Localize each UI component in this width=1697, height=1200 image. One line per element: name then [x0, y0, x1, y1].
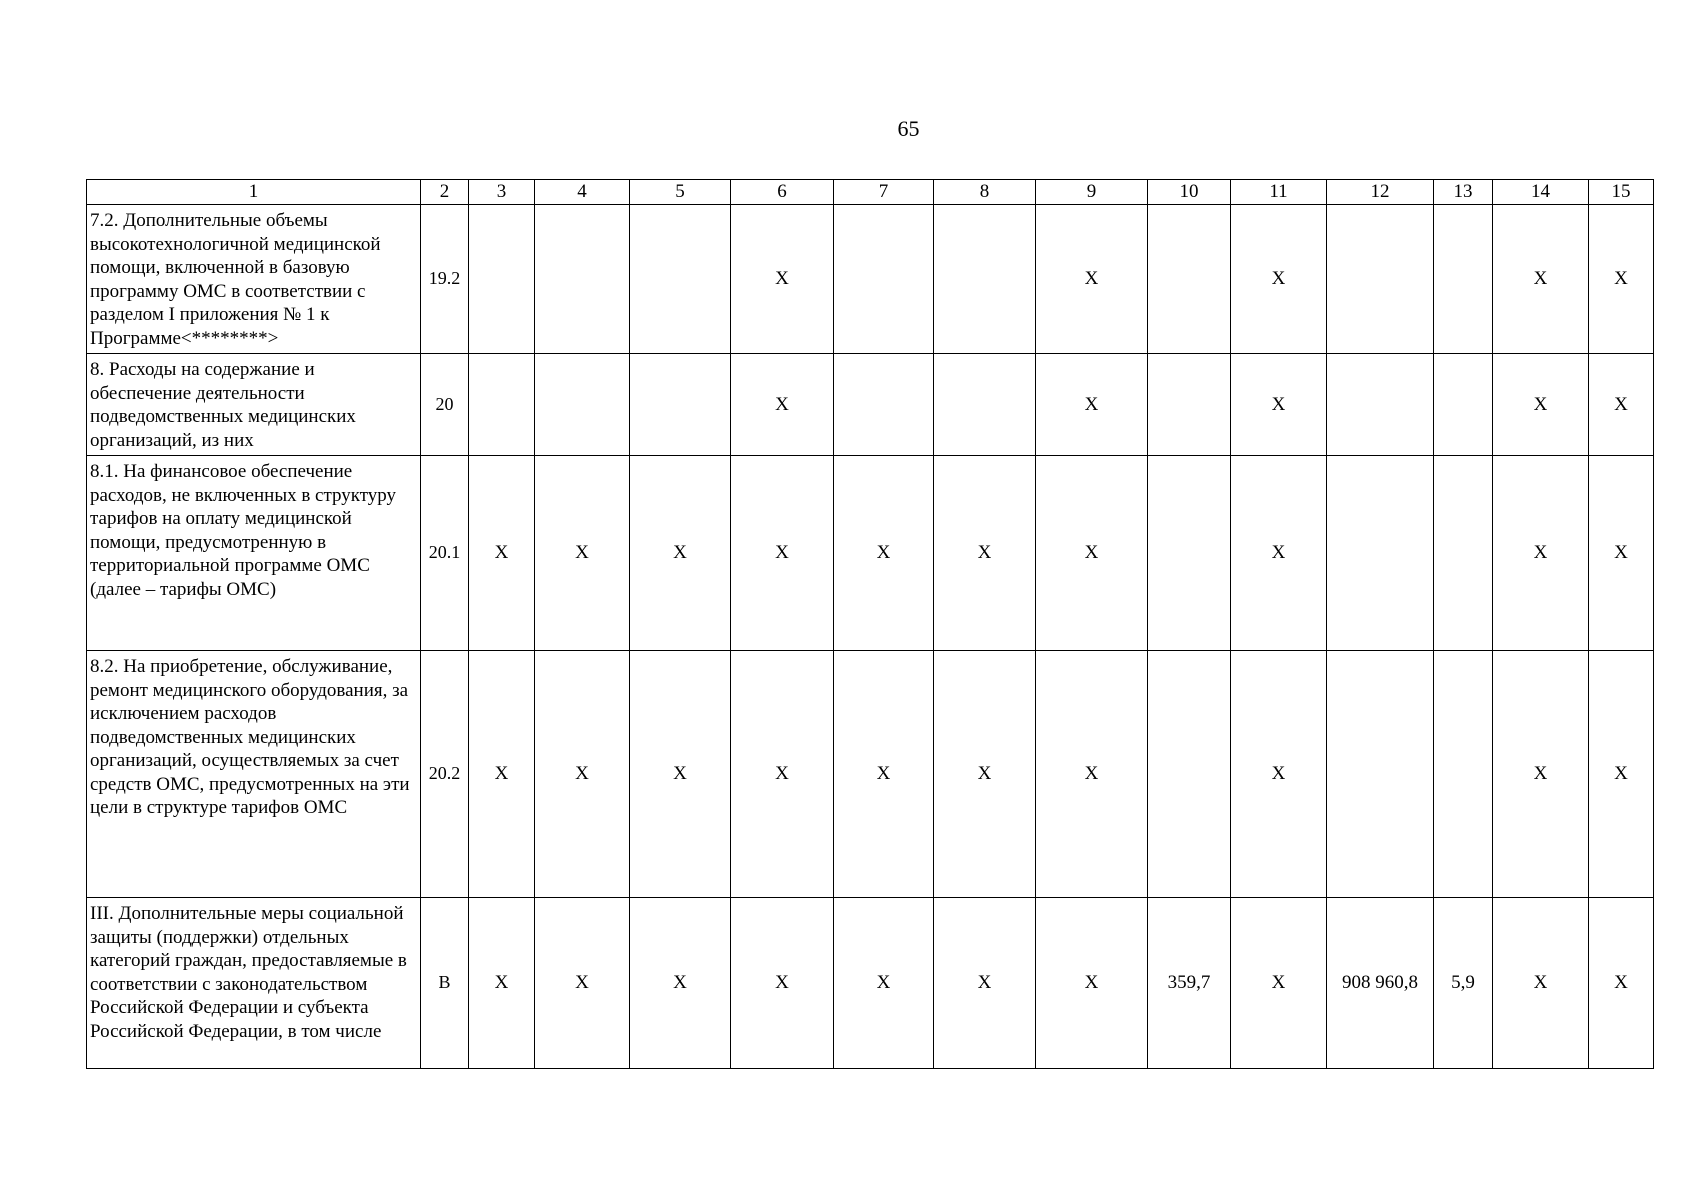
table-cell: 908 960,8 [1327, 898, 1434, 1069]
table-cell: X [469, 898, 535, 1069]
header-cell: 14 [1493, 180, 1589, 205]
table-cell: X [1589, 205, 1654, 354]
table-cell [1434, 456, 1493, 651]
row-code: 20 [421, 354, 469, 456]
table-row [87, 205, 1654, 354]
header-cell: 8 [934, 180, 1036, 205]
table-cell: 359,7 [1148, 898, 1231, 1069]
table-cell: X [934, 898, 1036, 1069]
table-cell: X [1589, 898, 1654, 1069]
table-cell [1327, 354, 1434, 456]
row-code: 20.2 [421, 651, 469, 898]
header-cell: 13 [1434, 180, 1493, 205]
table-cell [834, 205, 934, 354]
table-cell: X [1589, 354, 1654, 456]
table-cell [535, 354, 630, 456]
table-cell [469, 354, 535, 456]
header-cell: 5 [630, 180, 731, 205]
header-cell: 6 [731, 180, 834, 205]
table-cell: X [630, 898, 731, 1069]
table-cell [934, 205, 1036, 354]
row-code: 19.2 [421, 205, 469, 354]
table-row [87, 456, 1654, 651]
table-cell: X [834, 898, 934, 1069]
header-cell: 12 [1327, 180, 1434, 205]
row-code: 20.1 [421, 456, 469, 651]
header-cell: 4 [535, 180, 630, 205]
table-cell [1148, 354, 1231, 456]
table-cell: X [535, 898, 630, 1069]
table-cell: X [1493, 898, 1589, 1069]
table-cell: X [630, 651, 731, 898]
table-row [87, 651, 1654, 898]
header-cell: 10 [1148, 180, 1231, 205]
table-row [87, 898, 1654, 1069]
row-code: В [421, 898, 469, 1069]
table-cell: X [1231, 898, 1327, 1069]
table-cell: X [630, 456, 731, 651]
table-cell: X [731, 205, 834, 354]
table-cell: X [834, 651, 934, 898]
header-cell: 7 [834, 180, 934, 205]
table-cell: X [731, 354, 834, 456]
table-cell [1148, 651, 1231, 898]
table-cell: X [731, 898, 834, 1069]
table-cell: X [731, 651, 834, 898]
header-cell: 1 [87, 180, 421, 205]
table-cell: 5,9 [1434, 898, 1493, 1069]
table-cell: X [1036, 456, 1148, 651]
table-cell: X [469, 456, 535, 651]
table-cell: X [934, 651, 1036, 898]
table-cell [1148, 456, 1231, 651]
header-cell: 15 [1589, 180, 1654, 205]
row-description: 8.1. На финансовое обеспечение расходов, не включенных в структуру тарифов на оплату медицинской помощи, предусмотренную в территориальной программе ОМС (далее – тарифы ОМС) [87, 456, 421, 651]
data-table [86, 179, 1654, 1069]
row-description: III. Дополнительные меры социальной защиты (поддержки) отдельных категорий граждан, предоставляемые в соответствии с законодательством Российской Федерации и субъекта Российской Федерации, в том числе [87, 898, 421, 1069]
header-cell: 2 [421, 180, 469, 205]
table-cell: X [1493, 205, 1589, 354]
table-row [87, 354, 1654, 456]
page-number: 65 [897, 116, 920, 141]
table-cell [1148, 205, 1231, 354]
table-cell [469, 205, 535, 354]
table-cell: X [1231, 205, 1327, 354]
row-description: 7.2. Дополнительные объемы высокотехнологичной медицинской помощи, включенной в базовую программу ОМС в соответствии с разделом I приложения № 1 к Программе<********> [87, 205, 421, 354]
table-cell [1434, 205, 1493, 354]
table-cell [1327, 651, 1434, 898]
table-cell [1434, 354, 1493, 456]
table-cell: X [934, 456, 1036, 651]
table-cell [1327, 205, 1434, 354]
header-cell: 3 [469, 180, 535, 205]
row-description: 8. Расходы на содержание и обеспечение деятельности подведомственных медицинских организаций, из них [87, 354, 421, 456]
table-cell: X [1231, 456, 1327, 651]
table-cell: X [1493, 651, 1589, 898]
table-cell [934, 354, 1036, 456]
table-cell: X [535, 651, 630, 898]
table-cell: X [1589, 651, 1654, 898]
header-row [87, 180, 1654, 205]
table-cell: X [1493, 354, 1589, 456]
table-cell: X [731, 456, 834, 651]
table-cell [535, 205, 630, 354]
table-cell: X [834, 456, 934, 651]
table-cell: X [1036, 205, 1148, 354]
table-cell: X [1036, 354, 1148, 456]
table-cell [1327, 456, 1434, 651]
table-cell: X [1036, 898, 1148, 1069]
table-cell [1434, 651, 1493, 898]
table-cell [834, 354, 934, 456]
table-cell: X [469, 651, 535, 898]
row-description: 8.2. На приобретение, обслуживание, ремонт медицинского оборудования, за исключением расходов подведомственных медицинских организаций, осуществляемых за счет средств ОМС, предусмотренных на эти цели в структуре тарифов ОМС [87, 651, 421, 898]
header-cell: 9 [1036, 180, 1148, 205]
header-cell: 11 [1231, 180, 1327, 205]
table-cell: X [1231, 651, 1327, 898]
table-cell: X [1493, 456, 1589, 651]
table-cell: X [535, 456, 630, 651]
table-cell: X [1231, 354, 1327, 456]
table-cell: X [1589, 456, 1654, 651]
table-cell: X [1036, 651, 1148, 898]
table-cell [630, 354, 731, 456]
table-cell [630, 205, 731, 354]
